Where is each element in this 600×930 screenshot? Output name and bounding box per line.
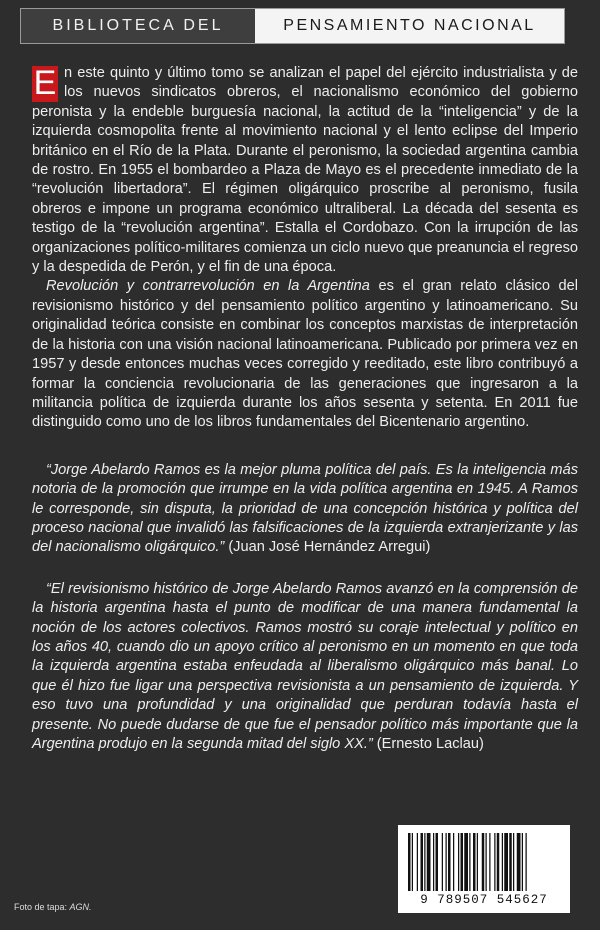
barcode-bar <box>448 833 451 891</box>
barcode-bar <box>408 833 411 891</box>
barcode-bar <box>517 833 521 891</box>
barcode-bar <box>442 833 443 891</box>
barcode-bar <box>494 833 495 891</box>
barcode-bar <box>469 833 470 891</box>
barcode-bars <box>408 833 560 891</box>
quote-arregui-text: “Jorge Abelardo Ramos es la mejor pluma política del país. Es la inteligencia más notoria de la promoción que irrumpe en la vida política argentina en 1945. A Ramos le corresponde, sin disputa, la prioridad de una concepción histórica y política del proceso nacional que invalidó las falsificaciones de la izquierda extranjerizante y las del nacionalismo oligárquico.” <box>32 461 578 556</box>
barcode-bar <box>502 833 503 891</box>
barcode-bar <box>486 833 487 891</box>
barcode-bar <box>446 833 447 891</box>
barcode-bar <box>482 833 485 891</box>
barcode-bar <box>433 833 434 891</box>
barcode-bar <box>461 833 464 891</box>
barcode-bar <box>477 833 478 891</box>
quote-arregui <box>32 461 578 558</box>
paragraph-1 <box>32 64 578 277</box>
back-cover-text <box>32 64 578 754</box>
barcode-bar <box>458 833 459 891</box>
paragraph-2-text: es el gran relato clásico del revisionismo histórico y del pensamiento político argentino y latinoamericano. Su originalidad teórica consiste en combinar los conceptos marxistas de interpretación de la historia con una visión nacional latinoamericana. Publicado por primera vez en 1957 y desde entonces muchas veces corregido y reeditado, este libro contribuyó a formar la conciencia revolucionaria de las generaciones que ingresaron a la militancia política de izquierda durante los años sesenta y setenta. En 2011 fue distinguido como uno de los libros fundamentales del Bicentenario argentino. <box>32 278 578 431</box>
barcode-bar <box>421 833 424 891</box>
barcode-bar <box>526 833 527 891</box>
barcode-bar <box>513 833 514 891</box>
paragraph-2 <box>32 277 578 432</box>
barcode-bar <box>489 833 490 891</box>
quote-laclau-author: (Ernesto Laclau) <box>372 736 484 752</box>
barcode-bar <box>436 833 439 891</box>
quote-laclau <box>32 580 578 755</box>
photo-credit-label: Foto de tapa: <box>14 902 70 912</box>
barcode-bar <box>453 833 454 891</box>
barcode-bar <box>412 833 413 891</box>
barcode-bar <box>509 833 512 891</box>
isbn-barcode <box>398 825 570 913</box>
paragraph-1-text: n este quinto y último tomo se analizan el papel del ejército industrialista y de los nuevos sindicatos obreros, el nacionalismo económico del gobierno peronista y la endeble burguesía nacional, la actitud de la “inteligencia” y de la izquierda cosmopolita frente al movimiento nacional y el lento eclipse del Imperio británico en el Río de la Plata. Durante el peronismo, la sociedad argentina cambia de rostro. En 1955 el bombardeo a Plaza de Mayo es el precedente inmediato de la “revolución libertadora”. El régimen oligárquico proscribe al peronismo, fusila obreros e impone un programa económico ultraliberal. La década del sesenta es testigo de la “revolución argentina”. Estalla el Cordobazo. Con la irrupción de las organizaciones político-militares comienza un ciclo nuevo que preanuncia el regreso y la despedida de Perón, y el fin de una época. <box>32 65 578 276</box>
barcode-bar <box>417 833 418 891</box>
quote-laclau-text: “El revisionismo histórico de Jorge Abelardo Ramos avanzó en la comprensión de la historia argentina hasta el punto de modificar de una manera fundamental la noción de los actores colectivos. Ramos mostró su coraje intelectual y político en los años 40, cuando dio un apoyo crítico al peronismo en un momento en que toda la izquierda argentina estaba enfeudada al liberalismo oligárquico más banal. Lo que él hizo fue ligar una perspectiva revisionista a un pensamiento de izquierda. Y eso tuvo una profundidad y una originalidad que perduran todavía hasta el presente. No puede dudarse de que fue el pensador político más importante que la Argentina produjo en la segunda mitad del siglo XX.” <box>32 580 578 752</box>
barcode-bar <box>473 833 476 891</box>
barcode-bar <box>504 833 508 891</box>
quote-arregui-author: (Juan José Hernández Arregui) <box>224 539 431 556</box>
barcode-bar <box>522 833 523 891</box>
series-header-left: BIBLIOTECA DEL <box>21 9 255 43</box>
series-header <box>20 8 565 44</box>
book-title: Revolución y contrarrevolución en la Argentina <box>46 278 370 295</box>
barcode-bar <box>497 833 500 891</box>
photo-credit-source: AGN. <box>69 902 92 912</box>
series-header-right: PENSAMIENTO NACIONAL <box>255 9 564 43</box>
barcode-bar <box>424 833 425 891</box>
barcode-bar <box>427 833 431 891</box>
photo-credit <box>14 902 92 912</box>
barcode-number: 9 789507 545627 <box>420 893 548 907</box>
barcode-bar <box>464 833 468 891</box>
drop-cap: E <box>33 64 57 102</box>
